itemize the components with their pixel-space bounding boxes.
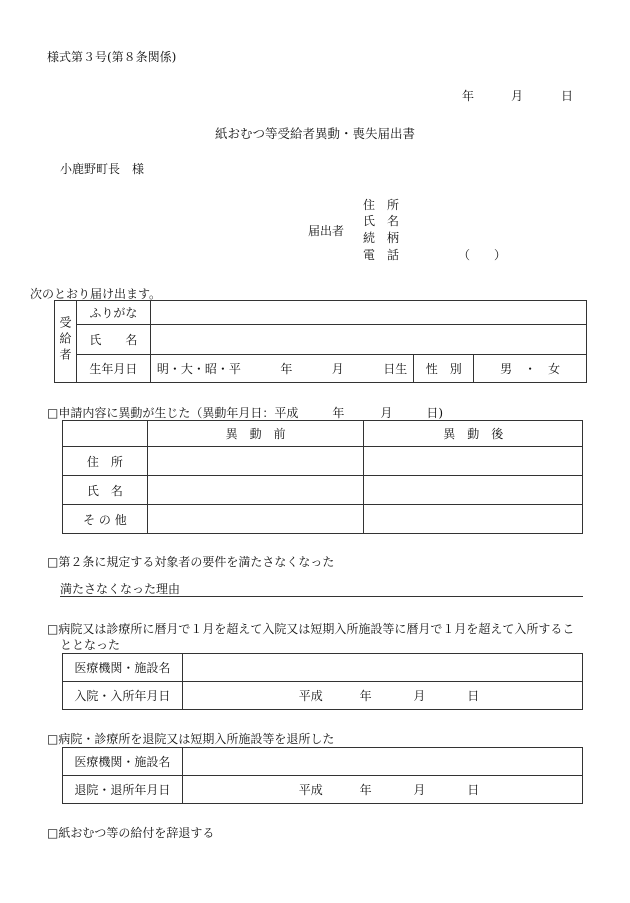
other-after-field[interactable] [364, 505, 583, 534]
other-before-field[interactable] [147, 505, 364, 534]
section4-text: 病院・診療所を退院又は短期入所施設等を退所した [58, 732, 335, 746]
dob-month-label: 月 [331, 362, 344, 376]
dob-day-label: 日生 [383, 362, 408, 376]
admission-month-label: 月 [413, 689, 426, 703]
section1-checkbox[interactable]: □ [47, 406, 59, 420]
dob-label: 生年月日 [76, 355, 150, 383]
applicant-phone-parens: （ ） [458, 248, 507, 262]
row-other-label: そ の 他 [63, 505, 148, 534]
section1-text: 申請内容に異動が生じた（異動年月日：平成 [58, 406, 299, 420]
discharge-facility-label: 医療機関・施設名 [63, 748, 183, 776]
section3-heading [47, 620, 574, 637]
section1-month-label: 月 [380, 406, 393, 420]
recipient-name-label: 氏 名 [76, 325, 150, 355]
discharge-date-field[interactable] [182, 776, 582, 804]
recipient-side-label: 受給者 [57, 316, 72, 364]
section4-checkbox[interactable]: □ [47, 732, 59, 746]
row-name-label: 氏 名 [63, 476, 148, 505]
name-after-field[interactable] [364, 476, 583, 505]
admission-facility-label: 医療機関・施設名 [63, 654, 183, 682]
change-table [62, 420, 583, 534]
furigana-field[interactable] [150, 301, 586, 325]
admission-table [62, 653, 583, 710]
section4-heading [47, 730, 334, 747]
form-title: 紙おむつ等受給者異動・喪失届出書 [214, 126, 415, 141]
applicant-phone-label: 電 話 [363, 248, 400, 262]
section3-text-line1: 病院又は診療所に暦月で１月を超えて入院又は短期入所施設等に暦月で１月を超えて入所するこ [58, 622, 575, 636]
recipient-side-label-cell [55, 301, 77, 383]
section1-day-label: 日) [426, 406, 444, 420]
section1-year-blank[interactable] [298, 406, 332, 421]
furigana-label: ふりがな [76, 301, 150, 325]
recipient-table [54, 300, 587, 383]
gender-label: 性 別 [414, 355, 474, 383]
section2-heading [47, 553, 334, 570]
discharge-facility-field[interactable] [182, 748, 582, 776]
discharge-year-label: 年 [359, 783, 372, 797]
section1-year-label: 年 [332, 406, 345, 420]
applicant-label: 届出者 [308, 224, 345, 238]
section5-text: 紙おむつ等の給付を辞退する [58, 826, 215, 840]
addressee: 小鹿野町長 様 [60, 162, 145, 176]
col-before: 異 動 前 [147, 421, 364, 447]
form-number: 様式第３号(第８条関係) [47, 50, 177, 64]
applicant-address-label: 住 所 [363, 198, 400, 212]
address-before-field[interactable] [147, 447, 364, 476]
admission-year-label: 年 [359, 689, 372, 703]
discharge-day-label: 日 [467, 783, 480, 797]
recipient-name-field[interactable] [150, 325, 586, 355]
section2-checkbox[interactable]: □ [47, 555, 59, 569]
section3-text-line2: ととなった [60, 638, 121, 652]
section5-heading [47, 824, 214, 841]
admission-date-field[interactable] [182, 682, 582, 710]
date-month: 月 [511, 89, 524, 103]
dob-field[interactable] [150, 355, 413, 383]
section1-month-blank[interactable] [344, 406, 380, 421]
dob-era-options: 明・大・昭・平 [156, 362, 241, 376]
section1-day-blank[interactable] [392, 406, 426, 421]
section1-heading [47, 404, 443, 421]
applicant-name-label: 氏 名 [363, 214, 400, 228]
section3-checkbox[interactable]: □ [47, 622, 59, 636]
admission-day-label: 日 [467, 689, 480, 703]
discharge-era: 平成 [298, 783, 323, 797]
col-after: 異 動 後 [364, 421, 583, 447]
section5-checkbox[interactable]: □ [47, 826, 59, 840]
row-address-label: 住 所 [63, 447, 148, 476]
section2-text: 第２条に規定する対象者の要件を満たさなくなった [58, 555, 335, 569]
discharge-month-label: 月 [413, 783, 426, 797]
reason-label: 満たさなくなった理由 [60, 582, 181, 596]
date-day: 日 [561, 89, 574, 103]
admission-date-label: 入院・入所年月日 [63, 682, 183, 710]
date-year: 年 [462, 89, 475, 103]
admission-facility-field[interactable] [182, 654, 582, 682]
admission-era: 平成 [298, 689, 323, 703]
applicant-relation-label: 続 柄 [363, 231, 400, 245]
dob-year-label: 年 [280, 362, 293, 376]
change-table-corner [63, 421, 148, 447]
discharge-date-label: 退院・退所年月日 [63, 776, 183, 804]
gender-options[interactable]: 男 ・ 女 [474, 355, 587, 383]
discharge-table [62, 747, 583, 804]
address-after-field[interactable] [364, 447, 583, 476]
reason-line[interactable] [60, 596, 583, 597]
intro-text: 次のとおり届け出ます。 [30, 287, 162, 301]
name-before-field[interactable] [147, 476, 364, 505]
